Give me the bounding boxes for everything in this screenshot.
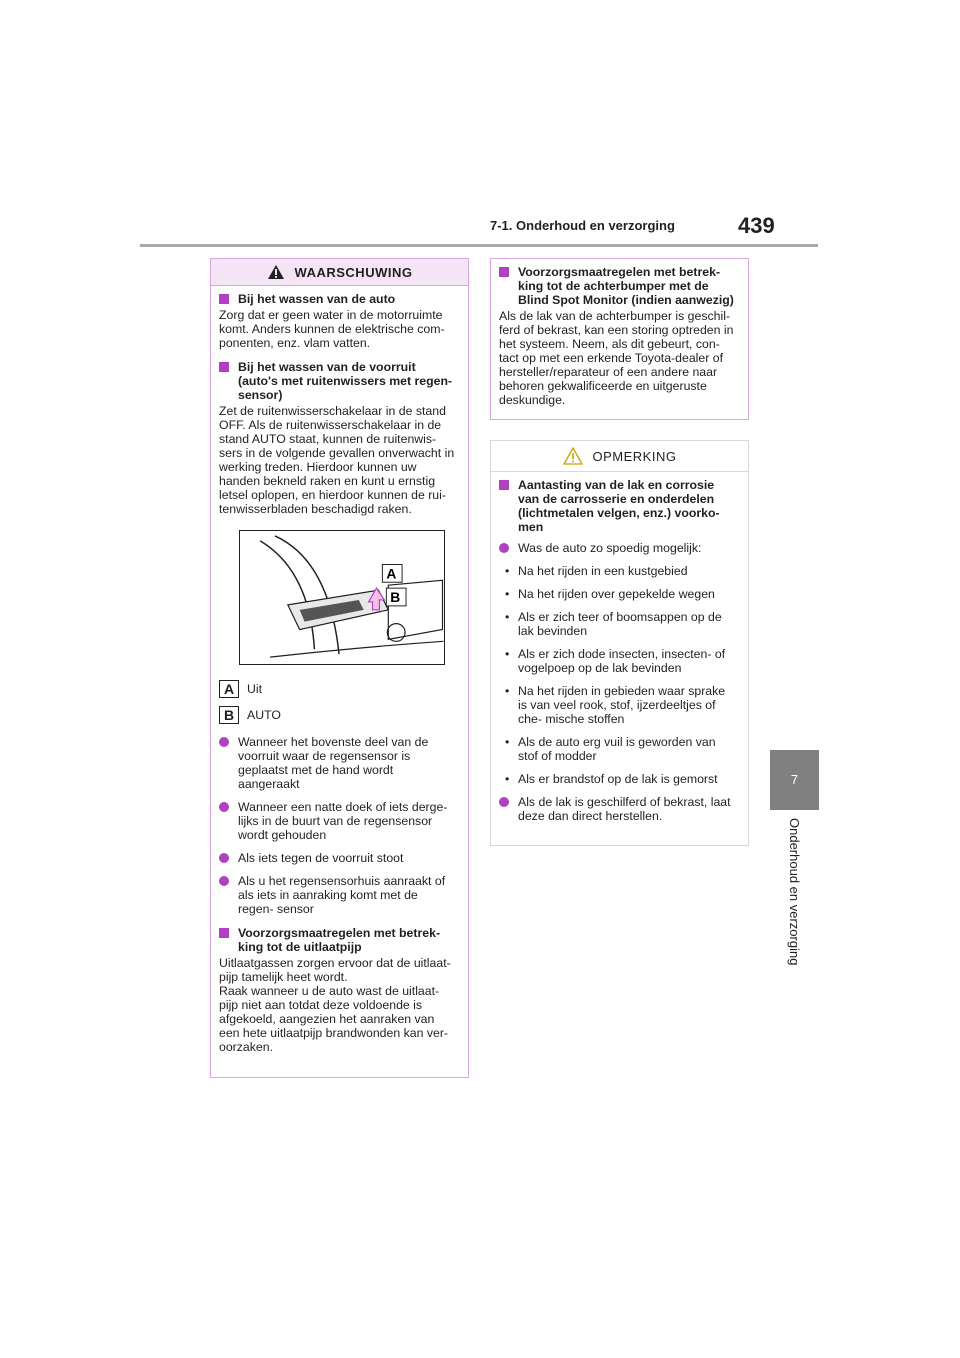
paragraph: Raak wanneer u de auto wast de uitlaat- pijp niet aan totdat deze voldoende is afgekoeld, aangezien het aanraken van een hete uitlaatpijp brandwonden kan ver- oorzaken. xyxy=(219,984,449,1054)
list-item: Als u het regensensorhuis aanraakt of als iets in aanraking komt met de regen- sensor xyxy=(219,874,456,916)
square-bullet-icon xyxy=(219,928,229,938)
illustration-label-a: A xyxy=(386,566,397,582)
list-item: • Na het rijden in gebieden waar sprake is van veel rook, stof, ijzerdeeltjes of che- mische stoffen xyxy=(505,684,726,726)
note-box xyxy=(490,440,749,846)
warning-continued-body xyxy=(491,259,748,415)
list-item: • Als er brandstof op de lak is gemorst xyxy=(505,772,718,786)
circle-bullet-icon xyxy=(219,853,229,863)
list-item: • Als de auto erg vuil is geworden van stof of modder xyxy=(505,735,716,763)
circle-bullet-icon xyxy=(499,543,509,553)
section-heading: Bij het wassen van de voorruit (auto's met ruitenwissers met regen- sensor) xyxy=(219,360,456,402)
paragraph: Zorg dat er geen water in de motorruimte komt. Anders kunnen de elektrische com- ponenten, enz. vlam vatten. xyxy=(219,308,445,350)
warning-body xyxy=(211,286,468,1062)
page-number: 439 xyxy=(738,213,775,238)
list-item: Wanneer een natte doek of iets derge- lijks in de buurt van de regensensor wordt gehouden xyxy=(219,800,456,842)
wiper-switch-illustration xyxy=(239,530,445,665)
warning-header xyxy=(211,259,468,286)
note-body xyxy=(491,472,748,831)
list-item: • Als er zich teer of boomsappen op de lak bevinden xyxy=(505,610,722,638)
square-bullet-icon xyxy=(219,362,229,372)
warning-box xyxy=(210,258,469,1078)
paragraph: Zet de ruitenwisserschakelaar in de stand OFF. Als de ruitenwisserschakelaar in de stand AUTO staat, kunnen de ruitenwis- sers in de volgende gevallen onverwacht in werking treden. Hierdoor kunnen uw handen bekneld raken en kunt u ernstig letsel oplopen, en hierdoor kunnen de rui- tenwisserbladen beschadigd raken. xyxy=(219,404,455,516)
list-item: Wanneer het bovenste deel van de voorruit waar de regensensor is geplaatst met de hand wordt aangeraakt xyxy=(219,735,456,791)
square-bullet-icon xyxy=(499,480,509,490)
list-item: Als iets tegen de voorruit stoot xyxy=(219,851,456,865)
circle-bullet-icon xyxy=(219,802,229,812)
list-item: Was de auto zo spoedig mogelijk: xyxy=(499,541,736,555)
list-item: Als de lak is geschilferd of bekrast, laat deze dan direct herstellen. xyxy=(499,795,736,823)
legend-row-a xyxy=(219,680,456,698)
illustration-label-b: B xyxy=(390,589,401,605)
legend-row-b xyxy=(219,706,456,724)
circle-bullet-icon xyxy=(219,876,229,886)
circle-bullet-icon xyxy=(219,737,229,747)
legend-text-a: Uit xyxy=(247,682,263,696)
section-heading: Aantasting van de lak en corrosie van de carrosserie en onderdelen (lichtmetalen velgen, enz.) voorko- men xyxy=(499,478,736,534)
label-a-box: A xyxy=(219,680,239,698)
warning-continued-box xyxy=(490,258,749,420)
square-bullet-icon xyxy=(219,294,229,304)
legend-text-b: AUTO xyxy=(247,708,281,722)
list-item: • Als er zich dode insecten, insecten- of vogelpoep op de lak bevinden xyxy=(505,647,726,675)
paragraph: Als de lak van de achterbumper is geschil- ferd of bekrast, kan een storing optreden in het systeem. Neem, als dit gebeurt, con- tact op met een erkende Toyota-dealer of hersteller/reparateur of een andere naar behoren gekwalificeerde en uitgeruste deskundige. xyxy=(499,309,734,407)
header-section-title: 7-1. Onderhoud en verzorging xyxy=(490,218,675,233)
list-item: • Na het rijden in een kustgebied xyxy=(505,564,688,578)
caution-triangle-icon xyxy=(563,447,583,465)
chapter-tab: 7 xyxy=(770,750,819,810)
square-bullet-icon xyxy=(499,267,509,277)
header-rule xyxy=(140,244,818,247)
section-heading: Bij het wassen van de auto xyxy=(219,292,456,306)
warning-triangle-icon xyxy=(267,264,285,280)
circle-bullet-icon xyxy=(499,797,509,807)
warning-title: WAARSCHUWING xyxy=(294,264,413,280)
label-b-box: B xyxy=(219,706,239,724)
list-item: • Na het rijden over gepekelde wegen xyxy=(505,587,715,601)
note-title: OPMERKING xyxy=(592,448,677,464)
section-heading: Voorzorgsmaatregelen met betrek- king tot de achterbumper met de Blind Spot Monitor (indien aanwezig) xyxy=(499,265,736,307)
section-heading: Voorzorgsmaatregelen met betrek- king tot de uitlaatpijp xyxy=(219,926,456,954)
paragraph: Uitlaatgassen zorgen ervoor dat de uitlaat- pijp tamelijk heet wordt. xyxy=(219,956,451,984)
chapter-side-label: Onderhoud en verzorging xyxy=(787,818,802,966)
note-header xyxy=(491,441,748,472)
